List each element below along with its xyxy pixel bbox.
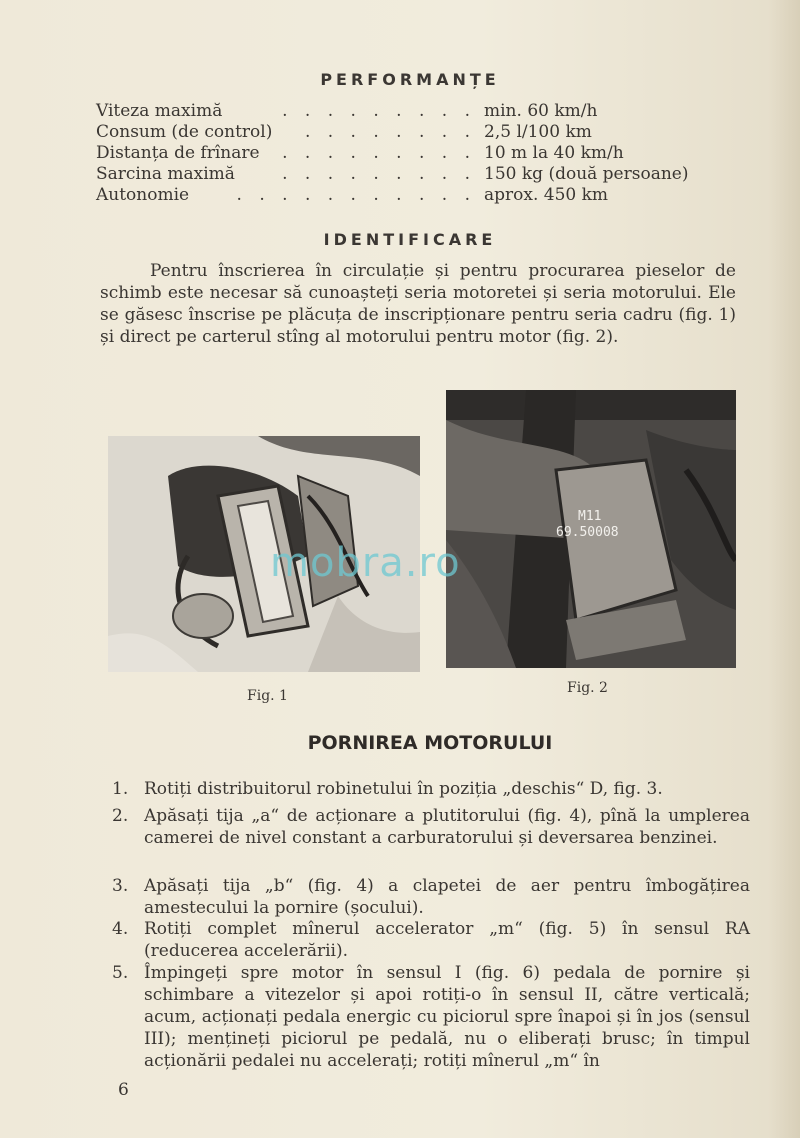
- engine-model-stamp: M11: [578, 509, 602, 524]
- spec-leader: . . . . . . . .: [304, 122, 476, 142]
- spec-leader: . . . . . . . . .: [282, 101, 476, 121]
- step-text: Apăsați tija „a“ de acționare a plutitorului (fig. 4), pînă la umplerea camerei de nivel constant a carburatorului și deversarea benzinei.: [144, 806, 750, 848]
- spec-leader: . . . . . . . . . . .: [236, 185, 476, 205]
- spec-value: aprox. 450 km: [484, 185, 609, 205]
- page-number: 6: [118, 1080, 129, 1100]
- spec-label: Consum (de control): [96, 122, 273, 142]
- identificare-title: IDENTIFICARE: [323, 230, 497, 249]
- spec-label: Viteza maximă: [96, 101, 223, 121]
- site-watermark: mobra.ro: [270, 540, 461, 586]
- pornirea-title: PORNIREA MOTORULUI: [307, 732, 553, 754]
- spec-row-consum: [96, 121, 736, 143]
- step-text: Împingeți spre motor în sensul I (fig. 6) pedala de pornire și schimbare a vitezelor și apoi rotiți-o în sensul II, către verticală; acum, acționați pedala energic cu piciorul spre înapoi și în jos (sensul III); mențineți piciorul pe pedală, nu o eliberați brusc; în timpul acționării pedalei nu accelerați; rotiți mînerul „m“ în: [144, 963, 750, 1071]
- step-number: 4.: [112, 919, 129, 939]
- figure-2-photo: [446, 390, 736, 668]
- spec-label: Autonomie: [96, 185, 190, 205]
- step-text: Rotiți complet mînerul accelerator „m“ (fig. 5) în sensul RA (reducerea accelerării).: [144, 919, 750, 961]
- figure-1-caption: Fig. 1: [247, 688, 288, 704]
- spec-row-autonomie: [96, 184, 736, 206]
- step-text: Apăsați tija „b“ (fig. 4) a clapetei de aer pentru îmbogățirea amestecului la pornire (șocului).: [144, 876, 750, 918]
- spec-row-sarcina: [96, 163, 736, 185]
- engine-serial-illustration: [446, 390, 736, 668]
- spec-leader: . . . . . . . . .: [282, 164, 476, 184]
- spec-label: Distanța de frînare: [96, 143, 260, 163]
- spec-value: 10 m la 40 km/h: [484, 143, 624, 163]
- spec-row-viteza: [96, 100, 736, 122]
- step-number: 3.: [112, 876, 129, 896]
- identificare-paragraph: Pentru înscrierea în circulație și pentru procurarea pieselor de schimb este necesar să cunoașteți seria motoretei și seria motorului. Ele se găsesc înscrise pe plăcuța de inscripționare pentru seria cadru (fig. 1) și direct pe carterul stîng al motorului pentru motor (fig. 2).: [100, 261, 736, 347]
- performante-title: PERFORMANȚE: [320, 70, 500, 89]
- engine-serial-stamp: 69.50008: [556, 525, 619, 540]
- spec-value: min. 60 km/h: [484, 101, 598, 121]
- step-number: 2.: [112, 806, 129, 826]
- step-number: 1.: [112, 779, 129, 799]
- step-text: Rotiți distribuitorul robinetului în poziția „deschis“ D, fig. 3.: [144, 779, 663, 799]
- figure-2-caption: Fig. 2: [567, 680, 608, 696]
- spec-leader: . . . . . . . . .: [282, 143, 476, 163]
- spec-label: Sarcina maximă: [96, 164, 235, 184]
- spec-row-distanta: [96, 142, 736, 164]
- spec-value: 150 kg (două persoane): [484, 164, 689, 184]
- spec-value: 2,5 l/100 km: [484, 122, 592, 142]
- step-number: 5.: [112, 963, 129, 983]
